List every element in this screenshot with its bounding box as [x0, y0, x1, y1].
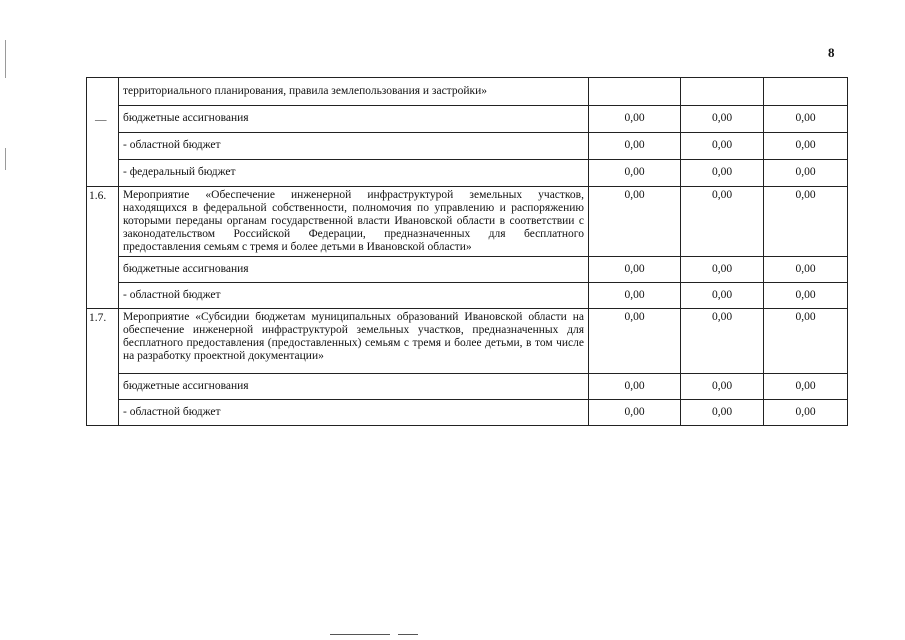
value-cell: 0,00 [764, 283, 848, 309]
value-cell: 0,00 [681, 257, 764, 283]
value-cell: 0,00 [764, 257, 848, 283]
value-cell [589, 78, 681, 106]
value-cell: 0,00 [681, 283, 764, 309]
value-cell: 0,00 [764, 187, 848, 257]
continuation-marker: — [95, 114, 107, 126]
code-cell [87, 105, 119, 132]
item-title: Мероприятие «Субсидии бюджетам муниципальных образований Ивановской области на обеспечение инженерной инфраструктурой земельных участков, предназначенных для бесплатного предоставления (предоставленных) семьям с тремя и более детьми, в том числе на разработку проектной документации» [119, 309, 589, 374]
item-code: 1.7. [87, 309, 119, 426]
code-cell [87, 159, 119, 187]
value-cell: 0,00 [681, 105, 764, 132]
table-row [87, 78, 848, 106]
row-label: - федеральный бюджет [119, 159, 589, 187]
row-label: - областной бюджет [119, 283, 589, 309]
value-cell: 0,00 [681, 400, 764, 426]
row-label: бюджетные ассигнования [119, 374, 589, 400]
value-cell: 0,00 [681, 159, 764, 187]
value-cell [681, 78, 764, 106]
code-cell [87, 132, 119, 159]
row-label: бюджетные ассигнования [119, 257, 589, 283]
value-cell: 0,00 [589, 400, 681, 426]
value-cell: 0,00 [589, 309, 681, 374]
value-cell: 0,00 [589, 132, 681, 159]
table-row [87, 105, 848, 132]
scan-bottom-mark [398, 634, 418, 635]
value-cell: 0,00 [589, 105, 681, 132]
scan-margin-mark [5, 40, 6, 78]
value-cell: 0,00 [681, 132, 764, 159]
row-label: бюджетные ассигнования [119, 105, 589, 132]
value-cell: 0,00 [764, 132, 848, 159]
value-cell: 0,00 [589, 159, 681, 187]
table-row [87, 309, 848, 374]
value-cell: 0,00 [681, 309, 764, 374]
value-cell: 0,00 [589, 187, 681, 257]
table-row [87, 159, 848, 187]
value-cell [764, 78, 848, 106]
row-label: - областной бюджет [119, 132, 589, 159]
item-code: 1.6. [87, 187, 119, 309]
page-number: 8 [828, 45, 835, 60]
scan-bottom-mark [330, 634, 390, 635]
row-label: - областной бюджет [119, 400, 589, 426]
item-title: Мероприятие «Обеспечение инженерной инфраструктурой земельных участков, находящихся в федеральной собственности, полномочия по управлению и распоряжению которыми переданы органам государственной власти Ивановской области в соответствии с законодательством Российской Федерации, предназначенных для бесплатного предоставления семьям с тремя и более детьми в Ивановской области» [119, 187, 589, 257]
value-cell: 0,00 [764, 105, 848, 132]
value-cell: 0,00 [764, 159, 848, 187]
value-cell: 0,00 [589, 283, 681, 309]
table-row [87, 400, 848, 426]
table-row [87, 187, 848, 257]
value-cell: 0,00 [589, 257, 681, 283]
value-cell: 0,00 [681, 374, 764, 400]
budget-table [86, 77, 848, 426]
value-cell: 0,00 [764, 309, 848, 374]
code-cell [87, 78, 119, 106]
value-cell: 0,00 [764, 400, 848, 426]
table-row [87, 257, 848, 283]
scan-margin-mark [5, 148, 6, 170]
table-row [87, 283, 848, 309]
value-cell: 0,00 [681, 187, 764, 257]
value-cell: 0,00 [589, 374, 681, 400]
table-row [87, 374, 848, 400]
table-row [87, 132, 848, 159]
value-cell: 0,00 [764, 374, 848, 400]
continuation-title: территориального планирования, правила землепользования и застройки» [119, 78, 589, 106]
